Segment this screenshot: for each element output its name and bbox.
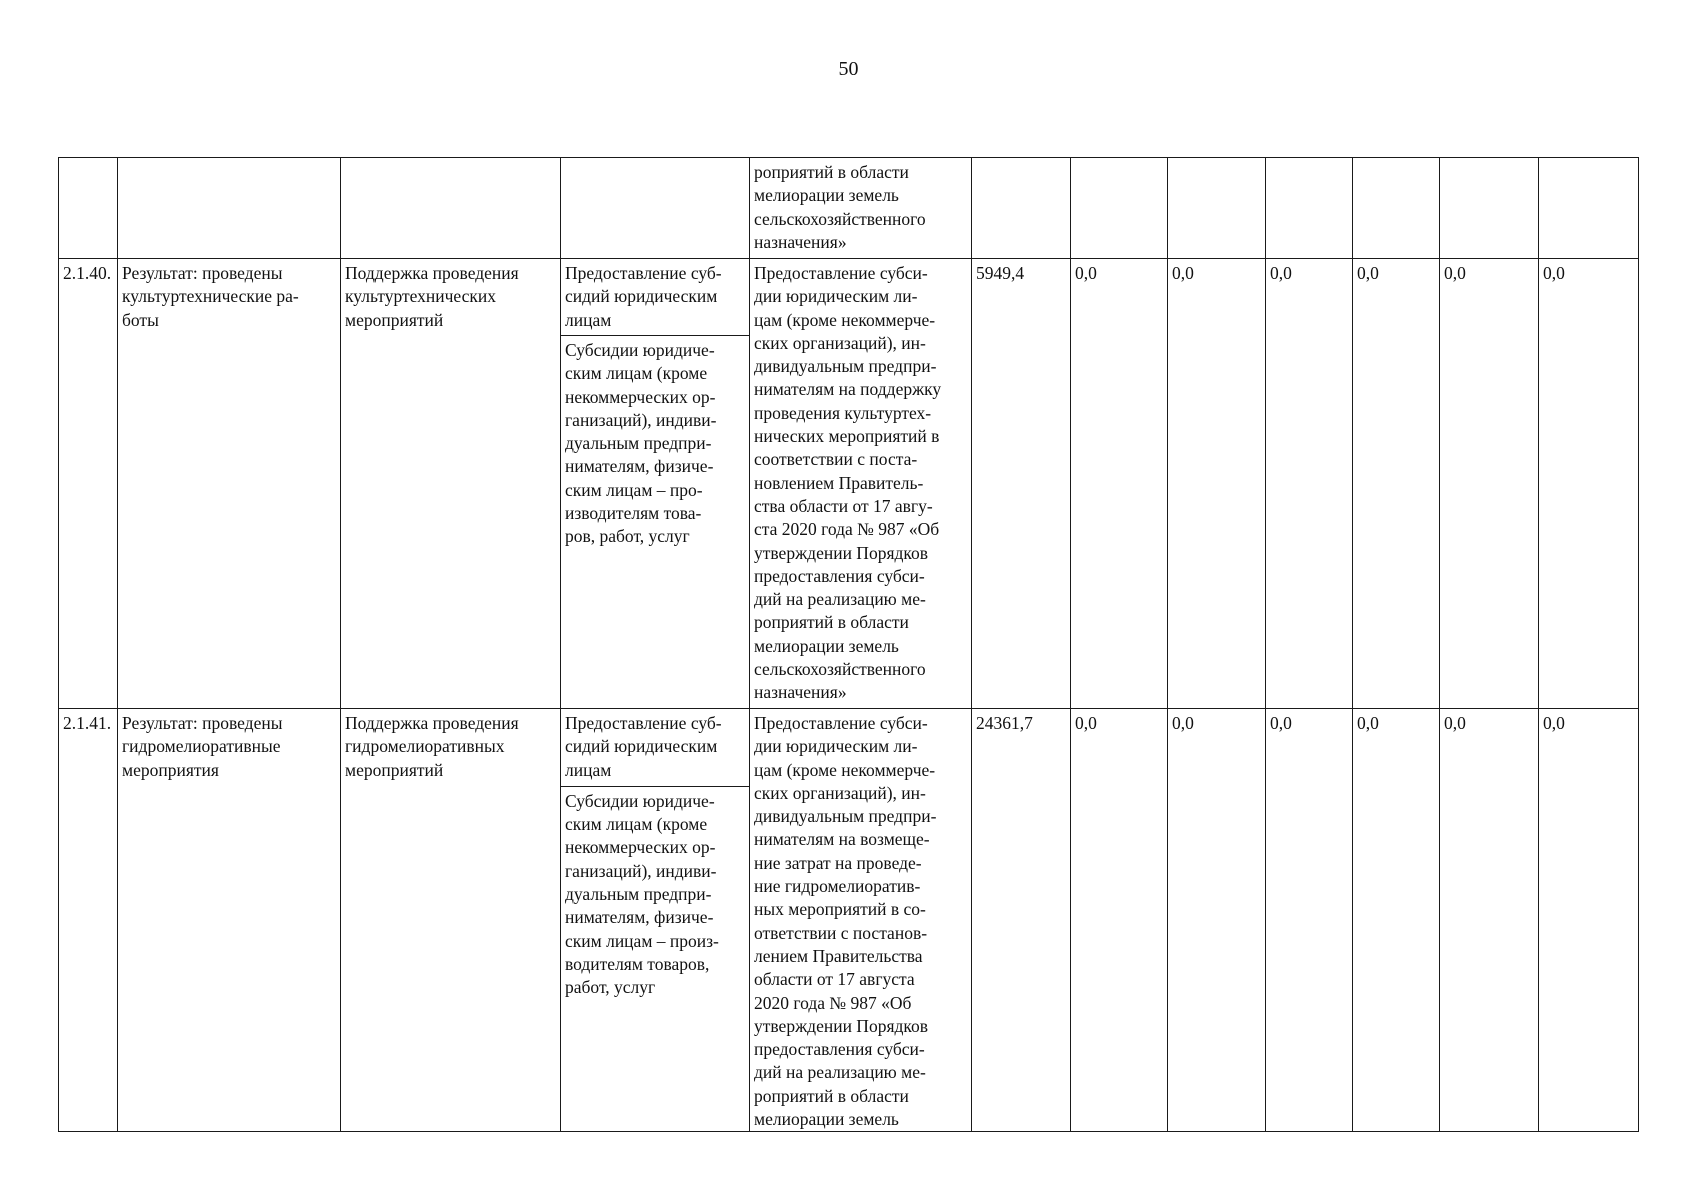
value: 0,0 (1270, 713, 1292, 733)
cell-basis (750, 709, 972, 1132)
cell-basis (750, 158, 972, 259)
table-row-continuation (59, 158, 1639, 259)
basis-text: роприятий в области мелиорации земель сельскохозяйственного назначения» (754, 162, 926, 252)
measure-text: Поддержка проведения культуртехнических мероприятий (345, 263, 519, 330)
cell-value (1353, 259, 1440, 709)
value-total: 24361,7 (976, 713, 1033, 733)
cell-value (1266, 158, 1353, 259)
value: 0,0 (1357, 263, 1379, 283)
value: 0,0 (1075, 263, 1097, 283)
value: 0,0 (1444, 263, 1466, 283)
value-total: 5949,4 (976, 263, 1025, 283)
row-number: 2.1.41. (63, 713, 112, 733)
cell-value (1353, 709, 1440, 1132)
cell-value (1071, 709, 1168, 1132)
cell-measure (341, 259, 561, 709)
cell-form-bottom (561, 786, 750, 1132)
cell-result (118, 158, 341, 259)
value: 0,0 (1444, 713, 1466, 733)
cell-value (1440, 259, 1539, 709)
cell-result (118, 259, 341, 709)
cell-measure (341, 709, 561, 1132)
cell-value (1266, 259, 1353, 709)
cell-form (561, 158, 750, 259)
result-text: Результат: проведены культуртехнические ра- боты (122, 263, 299, 330)
cell-form-top (561, 259, 750, 336)
cell-form-top (561, 709, 750, 787)
cell-value (1266, 709, 1353, 1132)
cell-result (118, 709, 341, 1132)
cell-value (1539, 158, 1639, 259)
cell-value (972, 158, 1071, 259)
cell-num (59, 158, 118, 259)
cell-value (1353, 158, 1440, 259)
form-text: Предоставление суб- сидий юридическим лицам (565, 713, 722, 780)
cell-value (1539, 259, 1639, 709)
cell-value (1168, 158, 1266, 259)
budget-table (58, 157, 1639, 1132)
cell-measure (341, 158, 561, 259)
value: 0,0 (1543, 263, 1565, 283)
form-text: Предоставление суб- сидий юридическим лицам (565, 263, 722, 330)
table-row (59, 709, 1639, 787)
value: 0,0 (1172, 263, 1194, 283)
form-text: Субсидии юридиче- ским лицам (кроме некоммерческих ор- ганизаций), индиви- дуальным предпри- нимателям, физиче- ским лицам – произ- водителям товаров, работ, услуг (565, 790, 719, 998)
value: 0,0 (1172, 713, 1194, 733)
cell-value (1168, 709, 1266, 1132)
page-number: 50 (838, 58, 859, 80)
cell-basis (750, 259, 972, 709)
cell-value (1440, 158, 1539, 259)
table-row (59, 259, 1639, 336)
cell-num (59, 259, 118, 709)
cell-value (1071, 259, 1168, 709)
row-number: 2.1.40. (63, 263, 112, 283)
form-text: Субсидии юридиче- ским лицам (кроме некоммерческих ор- ганизаций), индиви- дуальным предпри- нимателям, физиче- ским лицам – про- изводителям това- ров, работ, услуг (565, 340, 717, 547)
cell-value (972, 259, 1071, 709)
basis-text: Предоставление субси- дии юридическим ли- цам (кроме некоммерче- ских организаций), ин- дивидуальным предпри- нимателям на поддержку проведения культуртех- нических мероприятий в соответствии с поста- новлением Правитель- ства области от 17 авгу- ста 2020 года № 987 «Об утверждении Порядков предоставления субси- дий на реализацию ме- роприятий в области мелиорации земель сельскохозяйственного назначения» (754, 263, 942, 703)
cell-value (1168, 259, 1266, 709)
value: 0,0 (1543, 713, 1565, 733)
cell-num (59, 709, 118, 1132)
cell-value (972, 709, 1071, 1132)
value: 0,0 (1270, 263, 1292, 283)
basis-text: Предоставление субси- дии юридическим ли- цам (кроме некоммерче- ских организаций), ин- дивидуальным предпри- нимателям на возмеще- ние затрат на проведе- ние гидромелиоратив- ных мероприятий в со- ответствии с постанов- лением Правительства области от 17 августа 2020 года № 987 «Об утверждении Порядков предоставления субси- дий на реализацию ме- роприятий в области мелиорации земель (754, 713, 937, 1130)
value: 0,0 (1357, 713, 1379, 733)
result-text: Результат: проведены гидромелиоративные мероприятия (122, 713, 283, 780)
cell-value (1071, 158, 1168, 259)
measure-text: Поддержка проведения гидромелиоративных мероприятий (345, 713, 519, 780)
cell-form-bottom (561, 336, 750, 709)
cell-value (1440, 709, 1539, 1132)
cell-value (1539, 709, 1639, 1132)
value: 0,0 (1075, 713, 1097, 733)
